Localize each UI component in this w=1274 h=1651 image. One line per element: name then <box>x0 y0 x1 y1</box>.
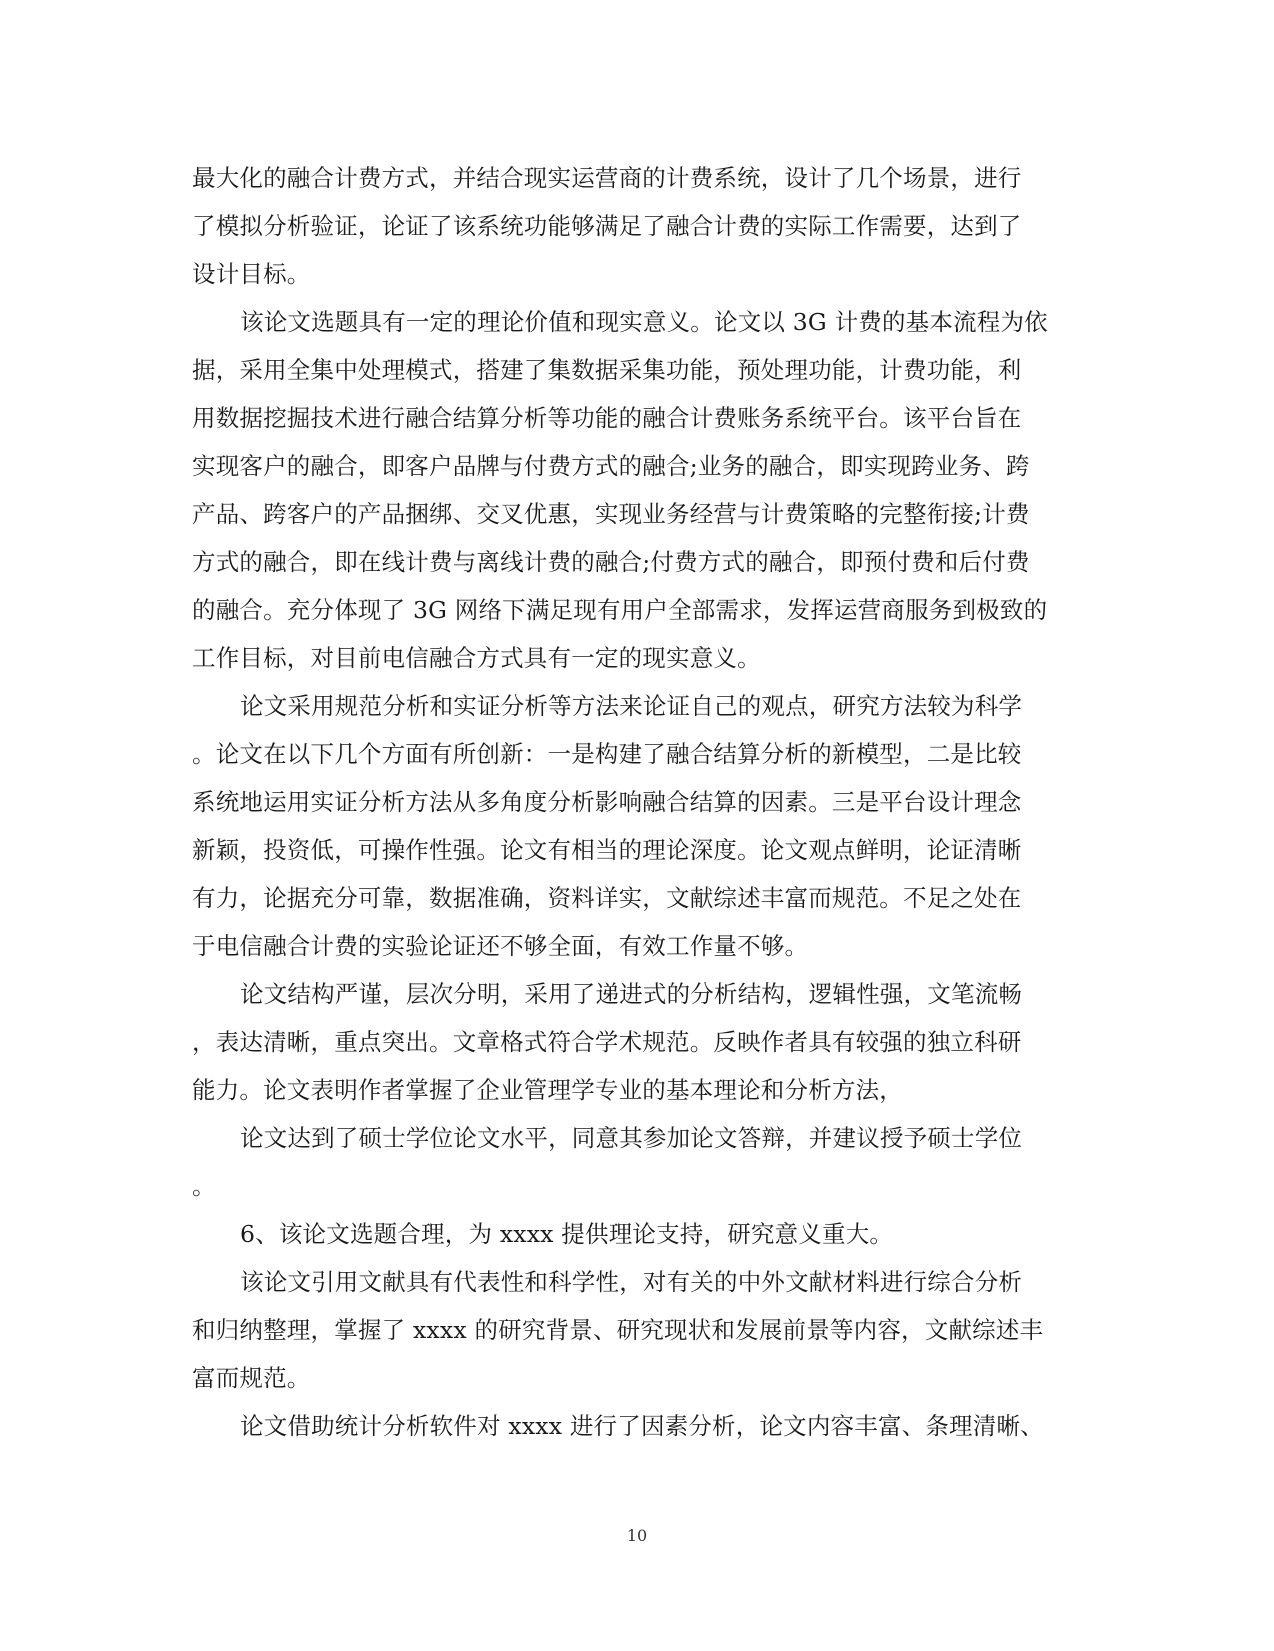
text-line: 富而规范。 <box>192 1364 311 1392</box>
text-line: 有力，论据充分可靠，数据准确，资料详实，文献综述丰富而规范。不足之处在 <box>192 884 1022 912</box>
text-line: 。论文在以下几个方面有所创新：一是构建了融合结算分析的新模型，二是比较 <box>192 740 1022 768</box>
text-line: 设计目标。 <box>192 260 311 288</box>
text-line: 于电信融合计费的实验论证还不够全面，有效工作量不够。 <box>192 932 809 960</box>
paragraph-first-line: 6、该论文选题合理，为 xxxx 提供理论支持，研究意义重大。 <box>240 1220 894 1248</box>
text-line: 用数据挖掘技术进行融合结算分析等功能的融合计费账务系统平台。该平台旨在 <box>192 404 1022 432</box>
text-line: 实现客户的融合，即客户品牌与付费方式的融合;业务的融合，即实现跨业务、跨 <box>192 452 1030 480</box>
text-line: 的融合。充分体现了 3G 网络下满足现有用户全部需求，发挥运营商服务到极致的 <box>192 596 1048 624</box>
text-line: 方式的融合，即在线计费与离线计费的融合;付费方式的融合，即预付费和后付费 <box>192 548 1030 576</box>
text-line: 工作目标，对目前电信融合方式具有一定的现实意义。 <box>192 644 761 672</box>
text-line: ，表达清晰，重点突出。文章格式符合学术规范。反映作者具有较强的独立科研 <box>192 1028 1022 1056</box>
body-text <box>192 154 1084 1450</box>
paragraph-first-line: 论文采用规范分析和实证分析等方法来论证自己的观点，研究方法较为科学 <box>240 692 1023 720</box>
text-line: 能力。论文表明作者掌握了企业管理学专业的基本理论和分析方法， <box>192 1076 903 1104</box>
paragraph-first-line: 该论文选题具有一定的理论价值和现实意义。论文以 3G 计费的基本流程为依 <box>240 308 1048 336</box>
text-line: 新颖，投资低，可操作性强。论文有相当的理论深度。论文观点鲜明，论证清晰 <box>192 836 1022 864</box>
paragraph-first-line: 论文结构严谨，层次分明，采用了递进式的分析结构，逻辑性强，文笔流畅 <box>240 980 1023 1008</box>
paragraph-first-line: 该论文引用文献具有代表性和科学性，对有关的中外文献材料进行综合分析 <box>240 1268 1023 1296</box>
paragraph-first-line: 论文达到了硕士学位论文水平，同意其参加论文答辩，并建议授予硕士学位 <box>240 1124 1023 1152</box>
paragraph-first-line: 论文借助统计分析软件对 xxxx 进行了因素分析，论文内容丰富、条理清晰、 <box>240 1412 1044 1440</box>
text-line: 系统地运用实证分析方法从多角度分析影响融合结算的因素。三是平台设计理念 <box>192 788 1022 816</box>
text-line: 产品、跨客户的产品捆绑、交叉优惠，实现业务经营与计费策略的完整衔接;计费 <box>192 500 1030 528</box>
text-line: 了模拟分析验证，论证了该系统功能够满足了融合计费的实际工作需要，达到了 <box>192 212 1022 240</box>
text-line: 据，采用全集中处理模式，搭建了集数据采集功能，预处理功能，计费功能，利 <box>192 356 1022 384</box>
text-line: 最大化的融合计费方式，并结合现实运营商的计费系统，设计了几个场景，进行 <box>192 164 1022 192</box>
text-line: 和归纳整理，掌握了 xxxx 的研究背景、研究现状和发展前景等内容，文献综述丰 <box>192 1316 1044 1344</box>
text-line: 。 <box>192 1172 216 1200</box>
page-number: 10 <box>626 1526 648 1545</box>
